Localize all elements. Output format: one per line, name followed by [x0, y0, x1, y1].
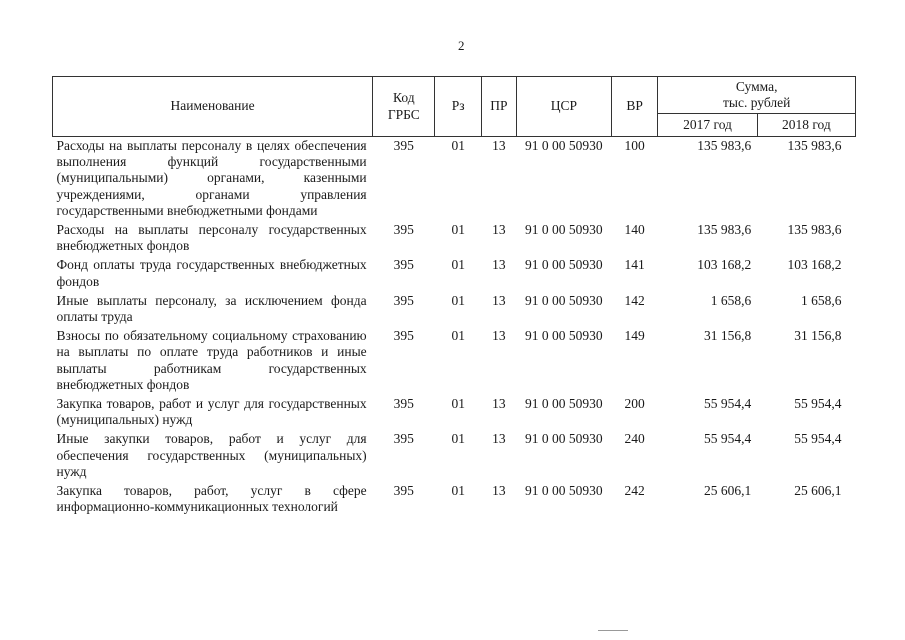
- table-row: [53, 482, 856, 517]
- row-vr: 100: [624, 138, 645, 153]
- row-csr: 91 0 00 50930: [525, 222, 603, 238]
- row-rz: 01: [451, 257, 465, 273]
- row-grbs: 395: [393, 396, 414, 412]
- row-pr: 13: [492, 257, 506, 273]
- row-name: Расходы на выплаты персоналу государственных внебюджетных фондов: [56, 222, 367, 254]
- row-vr: 149: [624, 328, 645, 344]
- row-name: Расходы на выплаты персоналу в целях обеспечения выполнения функций государственными (муниципальными) органами, казенными учреждениями, органами управления государственными внебюджетными фондами: [56, 138, 367, 218]
- row-name: Закупка товаров, работ и услуг для государственных (муниципальных) нужд: [56, 396, 367, 428]
- table-row: [53, 327, 856, 395]
- row-grbs: 395: [393, 222, 414, 238]
- row-sum-2017: 25 606,1: [703, 483, 752, 499]
- row-sum-2017: 135 983,6: [697, 222, 752, 238]
- row-sum-2017: 135 983,6: [697, 138, 752, 153]
- row-grbs: 395: [393, 328, 414, 344]
- row-pr: 13: [492, 431, 506, 447]
- header-grbs-line1: Код: [393, 90, 415, 106]
- row-vr: 240: [624, 431, 645, 447]
- row-sum-2018: 135 983,6: [787, 222, 842, 238]
- budget-table: [52, 76, 856, 517]
- table-row: [53, 292, 856, 327]
- row-pr: 13: [492, 483, 506, 499]
- row-csr: 91 0 00 50930: [525, 483, 603, 499]
- header-csr: ЦСР: [516, 77, 611, 137]
- row-vr: 200: [624, 396, 645, 412]
- header-year-2018: 2018 год: [757, 114, 855, 137]
- row-name: Иные закупки товаров, работ и услуг для обеспечения государственных (муниципальных) нужд: [56, 431, 367, 479]
- row-pr: 13: [492, 328, 506, 344]
- row-sum-2017: 55 954,4: [703, 396, 752, 412]
- row-sum-2017: 1 658,6: [710, 292, 752, 308]
- row-csr: 91 0 00 50930: [525, 138, 603, 153]
- row-pr: 13: [492, 396, 506, 412]
- row-pr: 13: [492, 292, 506, 308]
- row-sum-2017: 55 954,4: [703, 431, 752, 447]
- row-rz: 01: [451, 138, 465, 153]
- row-vr: 141: [624, 257, 645, 273]
- header-name: Наименование: [53, 77, 373, 137]
- row-csr: 91 0 00 50930: [525, 396, 603, 412]
- row-rz: 01: [451, 431, 465, 447]
- row-rz: 01: [451, 396, 465, 412]
- header-rz: Рз: [435, 77, 481, 137]
- row-grbs: 395: [393, 292, 414, 308]
- row-name: Иные выплаты персоналу, за исключением фонда оплаты труда: [56, 292, 367, 325]
- row-sum-2018: 103 168,2: [787, 257, 842, 273]
- row-sum-2017: 103 168,2: [697, 257, 752, 273]
- row-vr: 140: [624, 222, 645, 238]
- row-grbs: 395: [393, 138, 414, 153]
- table-row: [53, 137, 856, 222]
- row-sum-2018: 25 606,1: [794, 483, 842, 499]
- header-grbs-line2: ГРБС: [387, 106, 420, 122]
- table-row: [53, 256, 856, 291]
- row-sum-2018: 55 954,4: [794, 431, 842, 447]
- header-year-2017: 2017 год: [658, 114, 757, 137]
- row-name: Фонд оплаты труда государственных внебюджетных фондов: [56, 257, 367, 289]
- header-sum: [658, 77, 856, 114]
- row-csr: 91 0 00 50930: [525, 257, 603, 273]
- row-vr: 142: [624, 292, 645, 308]
- row-sum-2018: 55 954,4: [794, 396, 842, 412]
- table-row: [53, 430, 856, 482]
- row-pr: 13: [492, 138, 506, 153]
- row-sum-2018: 1 658,6: [801, 292, 842, 308]
- header-grbs: [373, 77, 435, 137]
- row-grbs: 395: [393, 257, 414, 273]
- footer-dash: [598, 630, 628, 631]
- row-rz: 01: [451, 328, 465, 344]
- table-row: [53, 395, 856, 430]
- row-rz: 01: [451, 222, 465, 238]
- header-vr: ВР: [611, 77, 657, 137]
- header-sum-line1: Сумма,: [735, 78, 778, 94]
- row-grbs: 395: [393, 483, 414, 499]
- row-pr: 13: [492, 222, 506, 238]
- row-sum-2018: 135 983,6: [787, 138, 842, 153]
- row-sum-2017: 31 156,8: [703, 328, 752, 344]
- table-body: [53, 137, 856, 518]
- header-pr: ПР: [481, 77, 516, 137]
- row-csr: 91 0 00 50930: [525, 328, 603, 344]
- row-vr: 242: [624, 483, 645, 499]
- row-name: Закупка товаров, работ, услуг в сфере информационно-коммуникационных технологий: [56, 483, 367, 515]
- header-sum-line2: тыс. рублей: [723, 95, 791, 110]
- row-rz: 01: [451, 292, 465, 308]
- row-grbs: 395: [393, 431, 414, 447]
- page-number: 2: [458, 38, 465, 53]
- table-row: [53, 221, 856, 256]
- table-header: [53, 77, 856, 137]
- row-csr: 91 0 00 50930: [525, 292, 603, 308]
- row-rz: 01: [451, 483, 465, 499]
- row-csr: 91 0 00 50930: [525, 431, 603, 447]
- row-name: Взносы по обязательному социальному страхованию на выплаты по оплате труда работников и иные выплаты работникам государственных внебюджетных фондов: [56, 328, 367, 392]
- row-sum-2018: 31 156,8: [794, 328, 842, 344]
